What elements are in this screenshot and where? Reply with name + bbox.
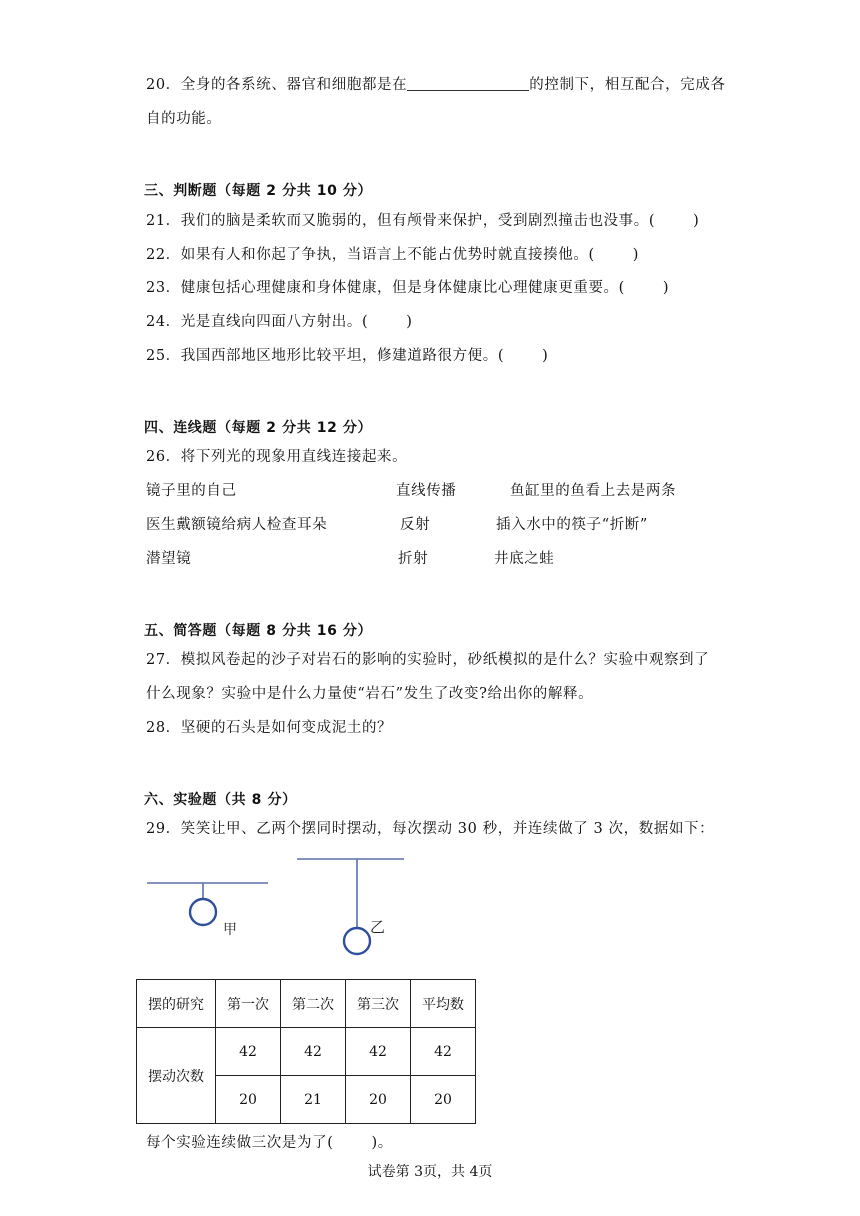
match-middle-item[interactable]: 直线传播 bbox=[396, 483, 457, 499]
match-left-item[interactable]: 医生戴额镜给病人检查耳朵 bbox=[146, 517, 328, 533]
question-28: 28．坚硬的石头是如何变成泥土的？ bbox=[146, 720, 393, 736]
question-20-line1 bbox=[146, 73, 726, 94]
label-yi: 乙 bbox=[370, 918, 386, 936]
table-cell: 21 bbox=[281, 1076, 346, 1124]
table-row bbox=[137, 1028, 476, 1076]
q21-text: 21．我们的脑是柔软而又脆弱的，但有颅骨来保护，受到剧烈撞击也没事。( bbox=[146, 213, 656, 229]
table-header-cell: 第二次 bbox=[281, 980, 346, 1028]
table-cell: 20 bbox=[216, 1076, 281, 1124]
q23-text: 23．健康包括心理健康和身体健康，但是身体健康比心理健康更重要。( bbox=[146, 280, 625, 296]
pendulum-data-table bbox=[136, 979, 476, 1124]
followup-text: 每个实验连续做三次是为了( bbox=[146, 1135, 334, 1151]
question-29-followup bbox=[146, 1131, 393, 1152]
match-middle-item[interactable]: 折射 bbox=[398, 551, 429, 567]
section-3-heading: 三、判断题（每题 2 分共 10 分） bbox=[144, 183, 373, 199]
q24-text: 24．光是直线向四面八方射出。( bbox=[146, 314, 369, 330]
table-cell: 42 bbox=[411, 1028, 476, 1076]
q20-text-a: 20．全身的各系统、器官和细胞都是在 bbox=[146, 77, 408, 93]
section-5-heading: 五、简答题（每题 8 分共 16 分） bbox=[144, 623, 373, 639]
table-header-cell: 平均数 bbox=[411, 980, 476, 1028]
table-cell: 42 bbox=[346, 1028, 411, 1076]
q25-close-paren: ) bbox=[542, 348, 549, 364]
q22-close-paren: ) bbox=[632, 247, 639, 263]
table-row-label: 摆动次数 bbox=[137, 1028, 216, 1124]
table-cell: 20 bbox=[411, 1076, 476, 1124]
q22-text: 22．如果有人和你起了争执，当语言上不能占优势时就直接揍他。( bbox=[146, 247, 595, 263]
question-27-line1: 27．模拟风卷起的沙子对岩石的影响的实验时，砂纸模拟的是什么？实验中观察到了 bbox=[146, 652, 710, 668]
q20-answer-blank[interactable] bbox=[407, 76, 529, 91]
pendulum-jia bbox=[147, 883, 268, 925]
section-6-heading: 六、实验题（共 8 分） bbox=[144, 792, 297, 808]
question-20-line2: 自的功能。 bbox=[146, 111, 222, 127]
pendulum-figure bbox=[140, 848, 420, 968]
label-jia: 甲 bbox=[223, 922, 237, 938]
pendulum-yi bbox=[297, 859, 404, 954]
question-29: 29．笑笑让甲、乙两个摆同时摆动，每次摆动 30 秒，并连续做了 3 次，数据如下： bbox=[146, 821, 715, 837]
table-cell: 20 bbox=[346, 1076, 411, 1124]
table-cell: 42 bbox=[216, 1028, 281, 1076]
match-right-item[interactable]: 井底之蛙 bbox=[494, 551, 555, 567]
match-middle-item[interactable]: 反射 bbox=[400, 517, 431, 533]
question-25 bbox=[146, 344, 548, 365]
question-24 bbox=[146, 310, 412, 331]
table-header-row bbox=[137, 980, 476, 1028]
page-footer: 试卷第 3页，共 4页 bbox=[367, 1164, 493, 1180]
q20-text-b: 的控制下，相互配合，完成各 bbox=[529, 77, 726, 93]
question-23 bbox=[146, 276, 669, 297]
table-header-cell: 第三次 bbox=[346, 980, 411, 1028]
match-right-item[interactable]: 插入水中的筷子“折断” bbox=[496, 517, 648, 533]
table-cell: 42 bbox=[281, 1028, 346, 1076]
question-26: 26．将下列光的现象用直线连接起来。 bbox=[146, 449, 408, 465]
match-left-item[interactable]: 镜子里的自己 bbox=[146, 483, 237, 499]
question-22 bbox=[146, 243, 639, 264]
q23-close-paren: ) bbox=[662, 280, 670, 296]
section-4-heading: 四、连线题（每题 2 分共 12 分） bbox=[144, 420, 373, 436]
followup-close: )。 bbox=[371, 1135, 393, 1151]
q24-close-paren: ) bbox=[406, 314, 413, 330]
table-header-cell: 摆的研究 bbox=[137, 980, 216, 1028]
match-left-item[interactable]: 潜望镜 bbox=[146, 551, 192, 567]
match-right-item[interactable]: 鱼缸里的鱼看上去是两条 bbox=[510, 483, 677, 499]
table-header-cell: 第一次 bbox=[216, 980, 281, 1028]
question-21 bbox=[146, 209, 699, 230]
q21-close-paren: ) bbox=[693, 213, 700, 229]
q25-text: 25．我国西部地区地形比较平坦，修建道路很方便。( bbox=[146, 348, 505, 364]
question-27-line2: 什么现象？实验中是什么力量使“岩石”发生了改变?给出你的解释。 bbox=[146, 686, 594, 702]
